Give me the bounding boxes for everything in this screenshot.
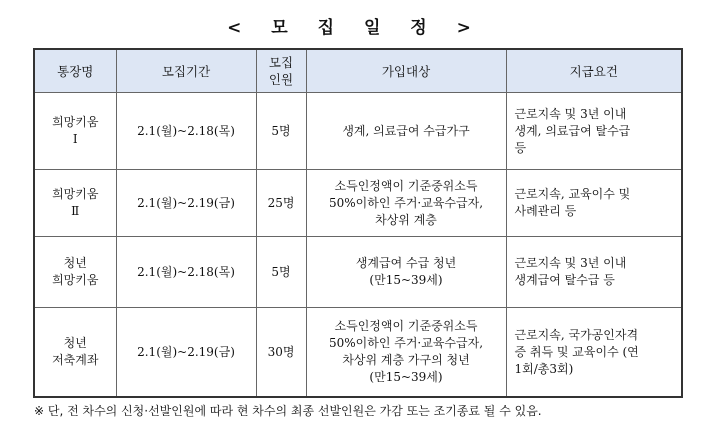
header-count xyxy=(256,49,306,93)
header-conditions: 지급요건 xyxy=(506,49,682,93)
conditions-line: 생계, 의료급여 탈수급 xyxy=(514,123,631,138)
account-name-line: 희망키움 xyxy=(52,115,99,129)
cell-account-name xyxy=(34,237,116,308)
cell-count: 30명 xyxy=(256,308,306,398)
footnote: ※ 단, 전 차수의 신청·선발인원에 따라 현 차수의 최종 선발인원은 가감 또는 조기종료 될 수 있음. xyxy=(34,404,542,418)
target-line: 소득인정액이 기준중위소득 xyxy=(334,178,478,193)
header-account-name: 통장명 xyxy=(34,49,116,93)
cell-target xyxy=(306,308,506,398)
cell-target xyxy=(306,237,506,308)
conditions-line: 근로지속, 교육이수 및 xyxy=(514,187,631,201)
cell-period: 2.1(월)~2.18(목) xyxy=(116,237,256,308)
cell-conditions xyxy=(506,170,682,237)
table-row xyxy=(34,170,682,237)
header-count-line: 모집 xyxy=(268,55,294,70)
cell-target xyxy=(306,170,506,237)
account-name-line: 희망키움 xyxy=(52,273,99,287)
target-line: (만15~39세) xyxy=(369,273,443,287)
cell-account-name xyxy=(34,93,116,170)
target-line: 50%이하인 주거·교육수급자, xyxy=(328,195,484,210)
target-line: (만15~39세) xyxy=(369,370,443,384)
schedule-table-wrapper xyxy=(33,48,681,398)
conditions-line: 1회/총3회) xyxy=(514,361,574,376)
conditions-line: 사례관리 등 xyxy=(514,204,577,218)
page-title: < 모 집 일 정 > xyxy=(227,18,483,38)
cell-period: 2.1(월)~2.18(목) xyxy=(116,93,256,170)
cell-period: 2.1(월)~2.19(금) xyxy=(116,308,256,398)
table-row xyxy=(34,308,682,398)
cell-period: 2.1(월)~2.19(금) xyxy=(116,170,256,237)
target-line: 소득인정액이 기준중위소득 xyxy=(334,319,478,333)
conditions-line: 근로지속 및 3년 이내 xyxy=(514,106,627,121)
cell-count: 5명 xyxy=(256,237,306,308)
account-name-line: 저축계좌 xyxy=(52,353,99,367)
target-line: 차상위 계층 xyxy=(375,212,437,227)
cell-conditions xyxy=(506,237,682,308)
cell-count: 25명 xyxy=(256,170,306,237)
account-name-line: 청년 xyxy=(63,256,87,270)
conditions-line: 생계급여 탈수급 등 xyxy=(514,273,615,287)
account-name-line: Ⅰ xyxy=(72,132,78,146)
cell-account-name xyxy=(34,170,116,237)
account-name-line: 희망키움 xyxy=(52,187,99,201)
table-header-row xyxy=(34,49,682,93)
account-name-line: Ⅱ xyxy=(71,204,80,218)
cell-conditions xyxy=(506,93,682,170)
header-period: 모집기간 xyxy=(116,49,256,93)
conditions-line: 등 xyxy=(514,140,527,155)
target-line: 차상위 계층 가구의 청년 xyxy=(342,353,470,367)
conditions-line: 증 취득 및 교육이수 (연 xyxy=(514,344,639,359)
target-line: 생계급여 수급 청년 xyxy=(355,256,457,270)
conditions-line: 근로지속 및 3년 이내 xyxy=(514,256,627,270)
conditions-line: 근로지속, 국가공인자격 xyxy=(514,327,639,342)
schedule-table xyxy=(33,48,683,398)
header-target: 가입대상 xyxy=(306,49,506,93)
header-count-line: 인원 xyxy=(268,72,294,87)
target-line: 50%이하인 주거·교육수급자, xyxy=(328,336,484,350)
account-name-line: 청년 xyxy=(63,336,87,350)
cell-account-name xyxy=(34,308,116,398)
cell-target xyxy=(306,93,506,170)
table-row xyxy=(34,237,682,308)
table-row xyxy=(34,93,682,170)
header-count-text xyxy=(261,54,302,88)
cell-count: 5명 xyxy=(256,93,306,170)
cell-conditions xyxy=(506,308,682,398)
target-line: 생계, 의료급여 수급가구 xyxy=(342,123,470,138)
